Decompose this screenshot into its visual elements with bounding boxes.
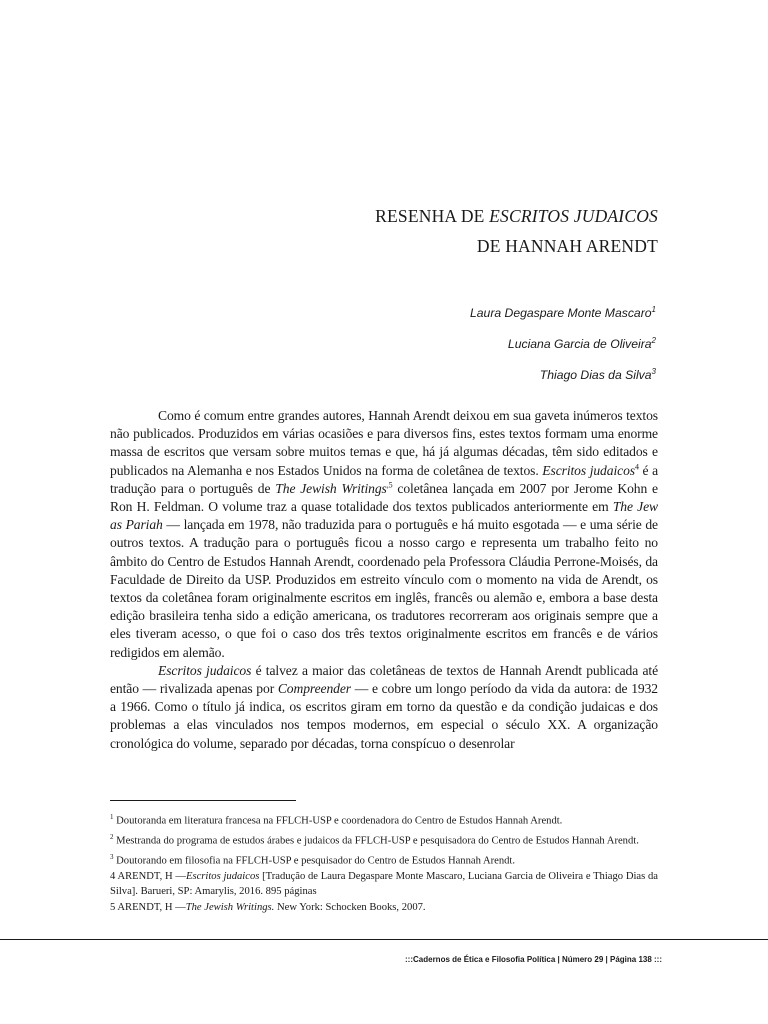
author-1-note[interactable]: 1 <box>651 305 656 314</box>
footnote-4: 4 ARENDT, H —Escritos judaicos [Tradução de Laura Degaspare Monte Mascaro, Luciana Garcia de Oliveira e Thiago Dias da Silva]. Barueri, SP: Amarylis, 2016. 895 páginas <box>110 871 658 897</box>
footnote-2: $^2$ Mestranda do programa de estudos árabes e judaicos da FFLCH-USP e pesquisadora do Centro de Estudos Hannah Arendt. <box>110 833 639 847</box>
author-2-note[interactable]: 2 <box>651 336 656 346</box>
footnote-3: $^3$ Doutorando em filosofia na FFLCH-USP e pesquisador do Centro de Estudos Hannah Arendt. <box>110 853 516 867</box>
article-title-line2: DE HANNAH ARENDT <box>476 236 658 256</box>
footnote-divider <box>110 800 296 801</box>
title-prefix: RESENHA DE <box>375 206 490 226</box>
title-book-name: ESCRITOS JUDAICOS <box>489 206 658 226</box>
footnote-1: $^1$ Doutoranda em literatura francesa na FFLCH-USP e coordenadora do Centro de Estudos Hannah Arendt. <box>110 813 563 827</box>
paragraph-1: Como é comum entre grandes autores, Hannah Arendt deixou em sua gaveta inúmeros textos não publicados. Produzidos em várias ocasiões e para diversos fins, estes textos formam uma enorme massa de escritos que versam sobre muitos temas e que, há já algumas décadas, têm sido editados e publicados na Alemanha e nos Estados Unidos na forma de coletânea de textos. Escritos judaicos$^4$ é a tradução para o português de The Jewish Writings$^{,5}$ coletânea lançada em 2007 por Jerome Kohn e Ron H. Feldman. O volume traz a quase totalidade dos textos publicados anteriormente em The Jew as Pariah — lançada em 1978, não traduzida para o português e há muito esgotada — e uma série de outros textos. A tradução para o português ficou a nosso cargo e representa um trabalho feito no âmbito do Centro de Estudos Hannah Arendt, coordenado pela Professora Cláudia Perrone-Moisés, da Faculdade de Direito da USP. Produzidos em estreito vínculo com o momento na vida de Arendt, os textos da coletânea foram originalmente escritos em inglês, francês ou alemão e, embora a base desta edição brasileira tenha sido a edição americana, os tradutores recorreram aos originais sempre que a eles tiveram acesso, o que foi o caso dos três textos originalmente escritos em francês e de vários redigidos em alemão. <box>110 408 659 660</box>
author-3-note[interactable]: 3 <box>651 367 656 377</box>
page-footer-divider <box>0 939 768 940</box>
footnotes <box>110 810 658 916</box>
footnote-ref-4[interactable]: 4 <box>634 462 639 472</box>
article-body <box>110 407 658 753</box>
author-1: Laura Degaspare Monte Mascaro$^1$ <box>469 305 656 321</box>
author-list <box>470 296 656 389</box>
author-3: Thiago Dias da Silva$^3$ <box>539 367 656 383</box>
paragraph-2: Escritos judaicos é talvez a maior das coletâneas de textos de Hannah Arendt publicada até então — rivalizada apenas por Compreender — e cobre um longo período da vida da autora: de 1932 a 1966. Como o título já indica, os escritos giram em torno da questão e da condição judaicas e dos problemas a elas vinculados nos tempos modernos, em especial o século XX. A organização cronológica do volume, separado por décadas, torna conspícuo o desenrolar <box>110 662 659 751</box>
footnote-ref-5[interactable]: ,5 <box>386 480 393 490</box>
article-title <box>375 206 658 227</box>
footnote-5: 5 ARENDT, H —The Jewish Writings. New York: Schocken Books, 2007. <box>110 901 426 913</box>
running-footer: :::Cadernos de Ética e Filosofia Política | Número 29 | Página 138 ::: <box>405 955 662 964</box>
author-2: Luciana Garcia de Oliveira$^2$ <box>507 336 656 352</box>
